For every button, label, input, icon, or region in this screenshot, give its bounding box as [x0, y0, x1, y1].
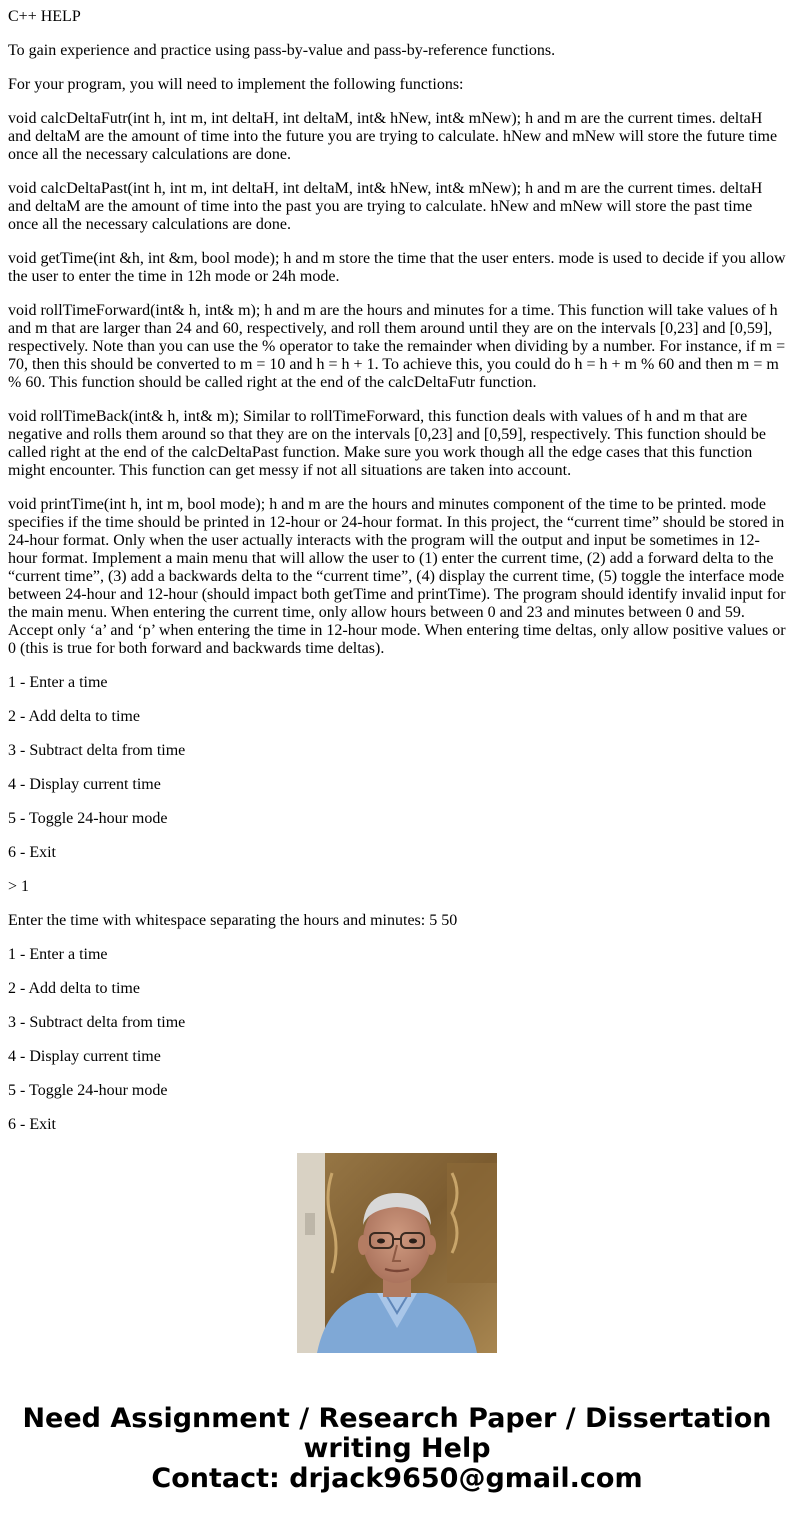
sample-menu-line: 1 - Enter a time: [8, 946, 108, 963]
sample-menu-line: 4 - Display current time: [8, 776, 161, 793]
function-get-time: void getTime(int &h, int &m, bool mode); h and m store the time that the user enters. mode is used to decide if you allow the user to enter the time in 12h mode or 24h mode.: [8, 250, 786, 285]
promo-banner: [0, 1404, 794, 1494]
sample-prompt-line: Enter the time with whitespace separating the hours and minutes: 5 50: [8, 912, 458, 929]
promo-line: writing Help: [303, 1433, 491, 1464]
function-calc-delta-futr: void calcDeltaFutr(int h, int m, int deltaH, int deltaM, int& hNew, int& mNew); h and m are the current times. deltaH and deltaM are the amount of time into the future you are trying to calculate. hNew and mNew will store the future time once all the necessary calculations are done.: [8, 110, 778, 163]
promo-contact: Contact: drjack9650@gmail.com: [151, 1463, 643, 1494]
function-calc-delta-past: void calcDeltaPast(int h, int m, int deltaH, int deltaM, int& hNew, int& mNew); h and m are the current times. deltaH and deltaM are the amount of time into the past you are trying to calculate. hNew and mNew will store the past time once all the necessary calculations are done.: [8, 180, 763, 233]
sample-menu-line: 2 - Add delta to time: [8, 708, 140, 725]
sample-menu-line: 5 - Toggle 24-hour mode: [8, 810, 168, 827]
sample-menu-line: 1 - Enter a time: [8, 674, 108, 691]
sample-menu-line: 4 - Display current time: [8, 1048, 161, 1065]
function-print-time: void printTime(int h, int m, bool mode); h and m are the hours and minutes component of the time to be printed. mode specifies if the time should be printed in 12-hour or 24-hour format. In this project, the “current time” should be stored in 24-hour format. Only when the user actually interacts with the program will the output and input be sometimes in 12-hour format. Implement a main menu that will allow the user to (1) enter the current time, (2) add a forward delta to the “current time”, (3) add a backwards delta to the “current time”, (4) display the current time, (5) toggle the interface mode between 24-hour and 12-hour (should impact both getTime and printTime). The program should identify invalid input for the main menu. When entering the current time, only allow hours between 0 and 23 and minutes between 0 and 59. Accept only ‘a’ and ‘p’ when entering the time in 12-hour mode. When entering time deltas, only allow positive values or 0 (this is true for both forward and backwards time deltas).: [8, 496, 786, 657]
objective-text: To gain experience and practice using pass-by-value and pass-by-reference functions.: [8, 42, 556, 59]
person-photo-icon: [297, 1153, 497, 1353]
function-roll-time-back: void rollTimeBack(int& h, int& m); Similar to rollTimeForward, this function deals with values of h and m that are negative and rolls them around so that they are on the intervals [0,23] and [0,59], respectively. This function should be called right at the end of the calcDeltaPast function. Make sure you work though all the edge cases that this function might encounter. This function can get messy if not all situations are taken into account.: [8, 408, 767, 479]
sample-menu-line: 2 - Add delta to time: [8, 980, 140, 997]
sample-menu-line: 6 - Exit: [8, 844, 56, 861]
sample-input-line: > 1: [8, 878, 30, 895]
intro-text: For your program, you will need to implement the following functions:: [8, 76, 464, 93]
sample-menu-line: 6 - Exit: [8, 1116, 56, 1133]
document-body: [8, 0, 786, 1133]
sample-menu-line: 5 - Toggle 24-hour mode: [8, 1082, 168, 1099]
sample-menu-line: 3 - Subtract delta from time: [8, 1014, 186, 1031]
sample-menu-line: 3 - Subtract delta from time: [8, 742, 186, 759]
document-title: C++ HELP: [8, 8, 81, 25]
avatar: [297, 1153, 497, 1353]
promo-line: Need Assignment / Research Paper / Dissertation: [22, 1403, 772, 1434]
function-roll-time-forward: void rollTimeForward(int& h, int& m); h and m are the hours and minutes for a time. This function will take values of h and m that are larger than 24 and 60, respectively, and roll them around until they are on the intervals [0,23] and [0,59], respectively. Note than you can use the % operator to take the remainder when dividing by a number. For instance, if m = 70, then this should be converted to m = 10 and h = h + 1. To achieve this, you could do h = h + m % 60 and then m = m % 60. This function should be called right at the end of the calcDeltaFutr function.: [8, 302, 786, 391]
